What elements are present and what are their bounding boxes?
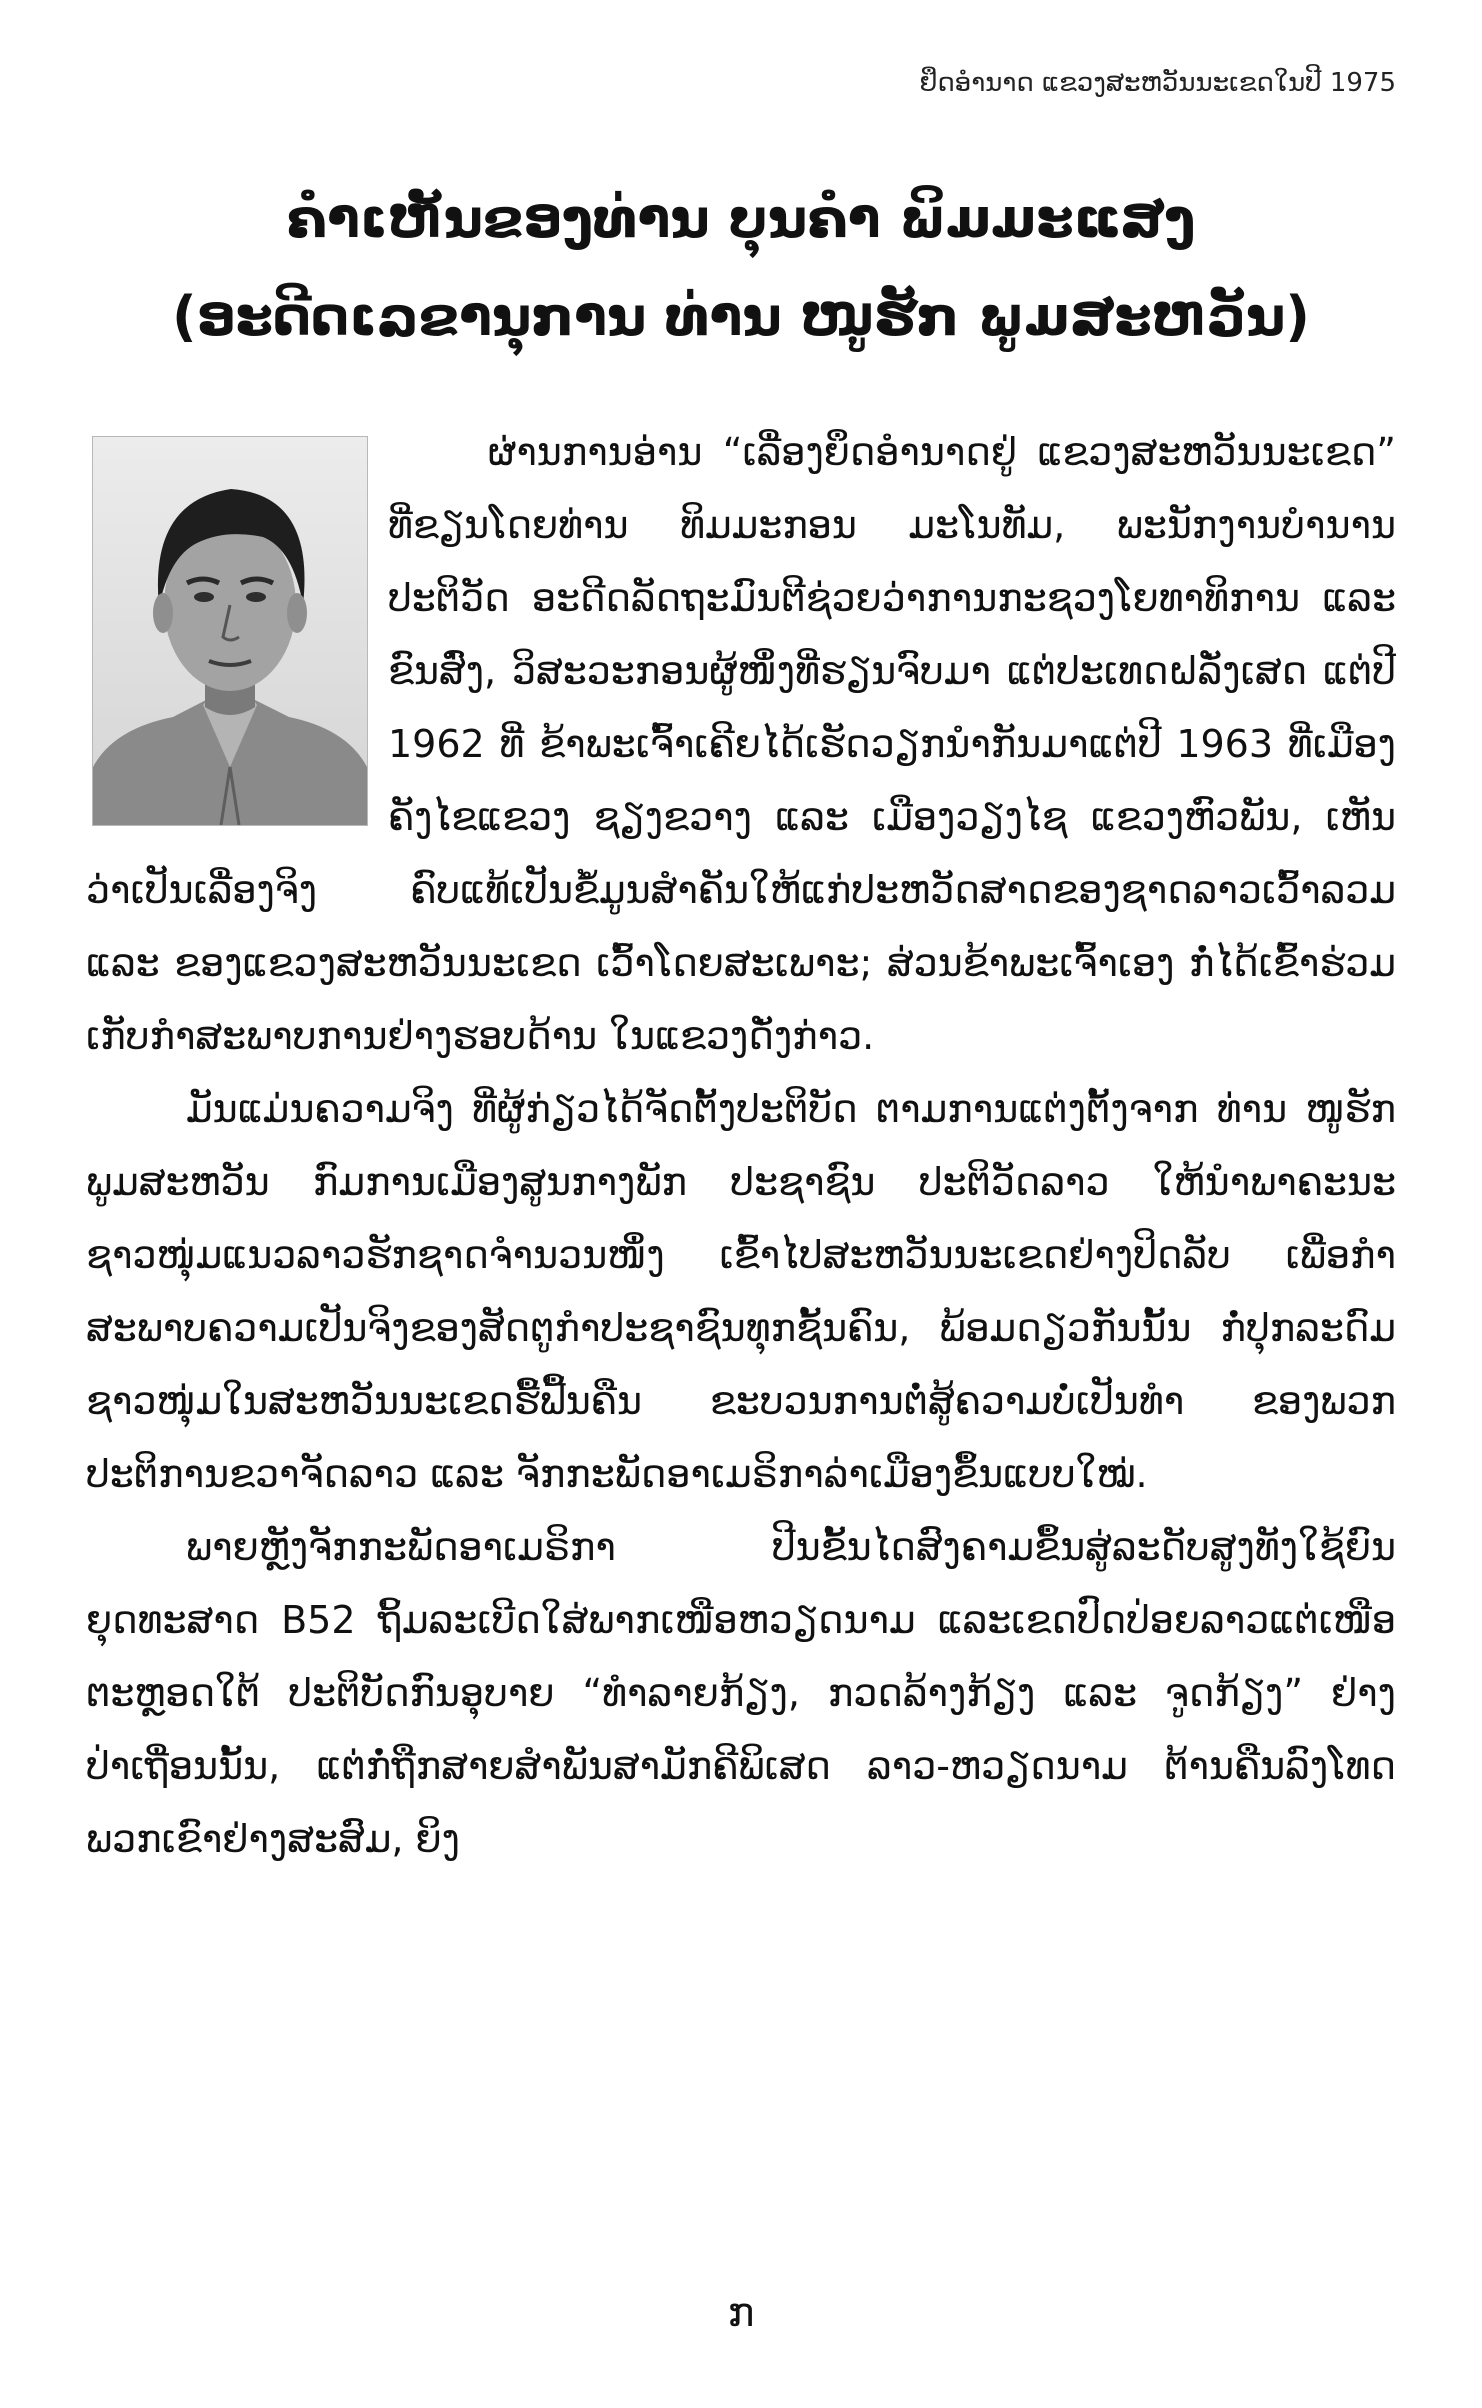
- page-number: ກ: [727, 2290, 755, 2336]
- photo-spacer: [86, 416, 388, 854]
- running-header: ຢຶດອຳນາດ ແຂວງສະຫວັນນະເຂດໃນປີ 1975: [919, 68, 1396, 98]
- paragraph-1: ຜ່ານການອ່ານ “ເລື່ອງຍຶດອຳນາດຢູ່ ແຂວງສະຫວັນນະເຂດ” ທີ່ຂຽນໂດຍທ່ານ ທິມມະກອນ ມະໂນທັມ, ພະນັກງານບຳນານປະຕິວັດ ອະດີດລັດຖະມົນຕີຊ່ວຍວ່າການກະຊວງໂຍທາທິການ ແລະຂົນສົ່ງ, ວິສະວະກອນຜູ້ໜຶ່ງທີ່ຮຽນຈົບມາ ແຕ່ປະເທດຝລັ່ງເສດ ແຕ່ປີ 1962 ທີ່ ຂ້າພະເຈົ້າເຄີຍໄດ້ເຮັດວຽກນຳກັນມາແຕ່ປີ 1963 ທີ່ເມືອງ ຄັງໄຂແຂວງ ຊຽງຂວາງ ແລະ ເມືອງວຽງໄຊ ແຂວງຫົວພັນ, ເຫັນວ່າເປັນເລື່ອງຈິງ ຄົບແທ້ເປັນຂໍ້ມູນສຳຄັນໃຫ້ແກ່ປະຫວັດສາດຂອງຊາດລາວເວົ້າລວມ ແລະ ຂອງແຂວງສະຫວັນນະເຂດ ເວົ້າໂດຍສະເພາະ; ສ່ວນຂ້າພະເຈົ້າເອງ ກໍ່ໄດ້ເຂົ້າຮ່ວມເກັບກຳສະພາບການຢ່າງຮອບດ້ານ ໃນແຂວງດັ່ງກ່າວ.: [86, 430, 1396, 1058]
- paragraph-2: ມັນແມ່ນຄວາມຈິງ ທີ່ຜູ້ກ່ຽວໄດ້ຈັດຕັ້ງປະຕິບັດ ຕາມການແຕ່ງຕັ້ງຈາກ ທ່ານ ໜູຮັກ ພູມສະຫວັນ ກົມການເມືອງສູນກາງພັກ ປະຊາຊົນ ປະຕິວັດລາວ ໃຫ້ນຳພາຄະນະຊາວໜຸ່ມແນວລາວຮັກຊາດຈຳນວນໜຶ່ງ ເຂົ້າໄປສະຫວັນນະເຂດຢ່າງປິດລັບ ເພື່ອກຳສະພາບຄວາມເປັນຈິງຂອງສັດຕູກຳປະຊາຊົນທຸກຊັ້ນຄົນ, ພ້ອມດຽວກັນນັ້ນ ກໍ່ປຸກລະດົມຊາວໜຸ່ມໃນສະຫວັນນະເຂດຮື້ຟື້ນຄືນ ຂະບວນການຕໍ່ສູ້ຄວາມບໍ່ເປັນທຳ ຂອງພວກປະຕິການຂວາຈັດລາວ ແລະ ຈັກກະພັດອາເມຣິກາລ່າເມືອງຂຶ້ນແບບໃໝ່.: [86, 1087, 1396, 1496]
- paragraph-3: ພາຍຫຼັງຈັກກະພັດອາເມຣິກາ ປີນຂັ້ນໄດສົງຄາມຂຶ້ນສູ່ລະດັບສູງທັງໃຊ້ຍົນຍຸດທະສາດ B52 ຖິ້ມລະເບີດໃສ່ພາກເໜືອຫວຽດນາມ ແລະເຂດປົດປ່ອຍລາວແຕ່ເໜືອຕະຫຼອດໃຕ້ ປະຕິບັດກົນອຸບາຍ “ທຳລາຍກ້ຽງ, ກວດລ້າງກ້ຽງ ແລະ ຈູດກ້ຽງ” ຢ່າງປ່າເຖື່ອນນັ້ນ, ແຕ່ກໍ່ຖືກສາຍສຳພັນສາມັກຄີພິເສດ ລາວ-ຫວຽດນາມ ຕ້ານຄືນລົງໂທດພວກເຂົາຢ່າງສະສົມ, ຍິງ: [86, 1525, 1396, 1861]
- title-line-1: ຄຳເຫັນຂອງທ່ານ ບຸນຄຳ ພິມມະແສງ: [286, 187, 1196, 250]
- article-body: [86, 416, 1396, 1876]
- page-title: [90, 170, 1392, 366]
- title-line-2: (ອະດີດເລຂານຸການ ທ່ານ ໜູຮັກ ພູມສະຫວັນ): [172, 285, 1310, 348]
